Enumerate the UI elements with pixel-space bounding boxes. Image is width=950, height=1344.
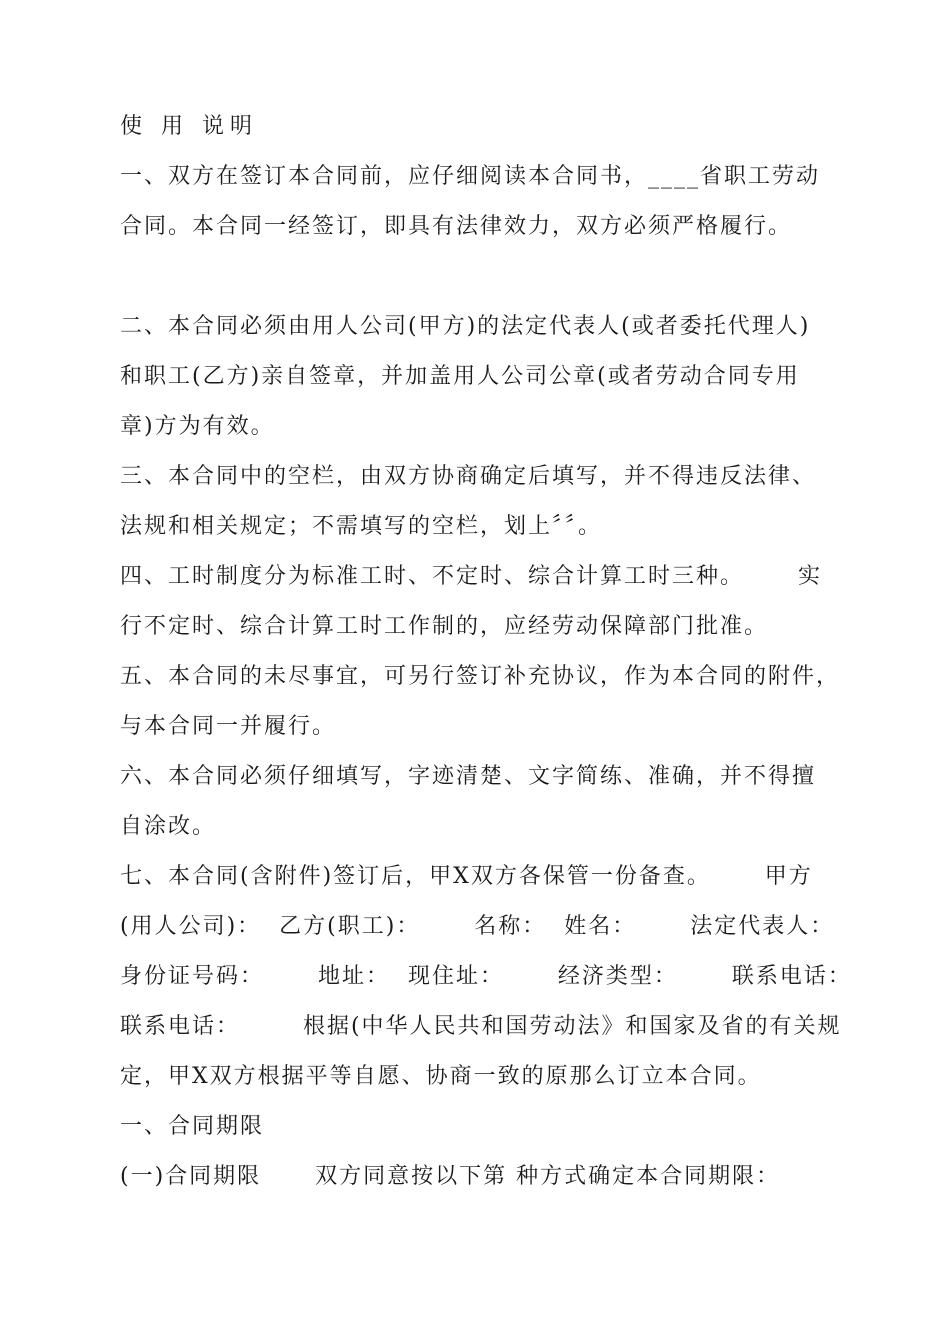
paragraph-line: 章)方为有效。 [120,414,275,439]
document-title: 使 用 说明 [120,114,258,139]
paragraph-line: 三、本合同中的空栏，由双方协商确定后填写，并不得违反法律、 [120,464,817,489]
paragraph-line: 行不定时、综合计算工时工作制的，应经劳动保障部门批准。 [120,614,769,639]
paragraph-line: 身份证号码： 地址： 现住址： 经济类型： 联系电话： [120,964,852,989]
paragraph-line: 六、本合同必须仔细填写，字迹清楚、文字简练、准确，并不得擅 [120,764,817,789]
paragraph-line: 四、工时制度分为标准工时、不定时、综合计算工时三种。 实 [120,564,822,589]
paragraph-line: 和职工(乙方)亲自签章，并加盖用人公司公章(或者劳动合同专用 [120,364,800,389]
paragraph-line: (用人公司)： 乙方(职工)： 名称： 姓名： 法定代表人： [120,914,835,939]
paragraph-line: 法规和相关规定；不需填写的空栏，划上〞〞。 [120,514,603,539]
paragraph-line: 定，甲X双方根据平等自愿、协商一致的原那么订立本合同。 [120,1064,762,1089]
paragraph-line: 自涂改。 [120,814,217,839]
paragraph-line: 一、双方在签订本合同前，应仔细阅读本合同书，____省职工劳动 [120,164,821,189]
section-heading: 一、合同期限 [120,1114,265,1139]
paragraph-line: (一)合同期限 双方同意按以下第 种方式确定本合同期限： [120,1164,781,1189]
paragraph-line: 与本合同一并履行。 [120,714,337,739]
paragraph-line: 七、本合同(含附件)签订后，甲X双方各保管一份备查。 甲方 [120,864,813,889]
paragraph-line: 五、本合同的未尽事宜，可另行签订补充协议，作为本合同的附件， [120,664,841,689]
paragraph-line: 合同。本合同一经签订，即具有法律效力，双方必须严格履行。 [120,214,793,239]
paragraph-line: 二、本合同必须由用人公司(甲方)的法定代表人(或者委托代理人) [120,314,811,339]
paragraph-line: 联系电话： 根据(中华人民共和国劳动法》和国家及省的有关规 [120,1014,842,1039]
